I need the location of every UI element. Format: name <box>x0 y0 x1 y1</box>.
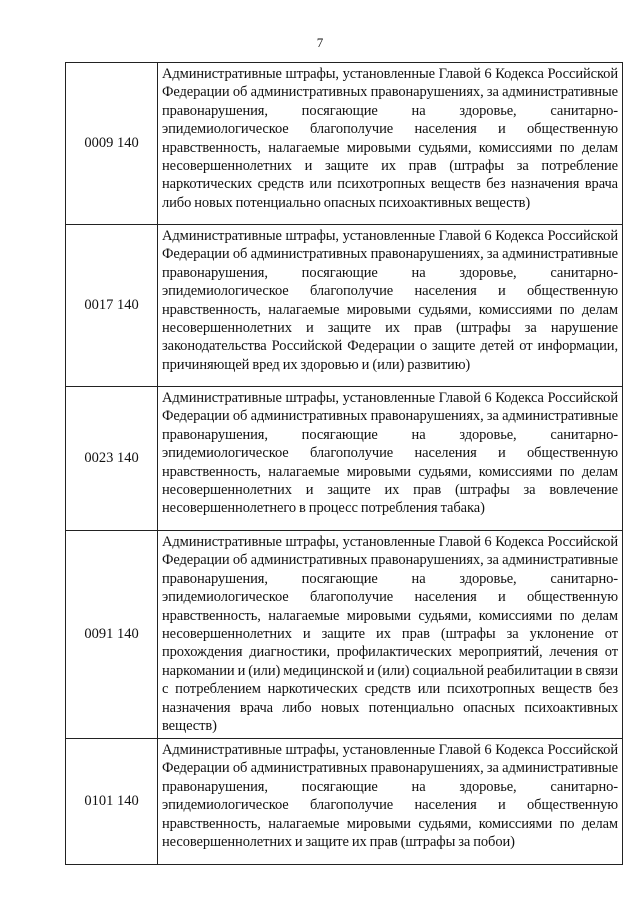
table-row <box>66 739 623 865</box>
table-row <box>66 387 623 531</box>
table-row <box>66 225 623 387</box>
description-cell: Административные штрафы, установленные Главой 6 Кодекса Российской Федерации об административных правонарушениях, за административные правонарушения, посягающие на здоровье, санитарно-эпидемиологическое благополучие населения и общественную нравственность, налагаемые мировыми судьями, комиссиями по делам несовершеннолетних и защите их прав (штрафы за вовлечение несовершеннолетнего в процесс потребления табака) <box>158 387 623 531</box>
code-cell: 0101 140 <box>66 739 158 865</box>
code-cell: 0017 140 <box>66 225 158 387</box>
description-cell: Административные штрафы, установленные Главой 6 Кодекса Российской Федерации об административных правонарушениях, за административные правонарушения, посягающие на здоровье, санитарно-эпидемиологическое благополучие населения и общественную нравственность, налагаемые мировыми судьями, комиссиями по делам несовершеннолетних и защите их прав (штрафы за потребление наркотических средств или психотропных веществ без назначения врача либо новых потенциально опасных психоактивных веществ) <box>158 63 623 225</box>
description-cell: Административные штрафы, установленные Главой 6 Кодекса Российской Федерации об административных правонарушениях, за административные правонарушения, посягающие на здоровье, санитарно-эпидемиологическое благополучие населения и общественную нравственность, налагаемые мировыми судьями, комиссиями по делам несовершеннолетних и защите их прав (штрафы за уклонение от прохождения диагностики, профилактических мероприятий, лечения от наркомании и (или) медицинской и (или) социальной реабилитации в связи с потреблением наркотических средств или психотропных веществ без назначения врача либо новых потенциально опасных психоактивных веществ) <box>158 531 623 739</box>
code-cell: 0023 140 <box>66 387 158 531</box>
code-cell: 0091 140 <box>66 531 158 739</box>
table-row <box>66 531 623 739</box>
code-cell: 0009 140 <box>66 63 158 225</box>
page-number: 7 <box>316 35 324 50</box>
description-cell: Административные штрафы, установленные Главой 6 Кодекса Российской Федерации об административных правонарушениях, за административные правонарушения, посягающие на здоровье, санитарно-эпидемиологическое благополучие населения и общественную нравственность, налагаемые мировыми судьями, комиссиями по делам несовершеннолетних и защите их прав (штрафы за побои) <box>158 739 623 865</box>
description-cell: Административные штрафы, установленные Главой 6 Кодекса Российской Федерации об административных правонарушениях, за административные правонарушения, посягающие на здоровье, санитарно-эпидемиологическое благополучие населения и общественную нравственность, налагаемые мировыми судьями, комиссиями по делам несовершеннолетних и защите их прав (штрафы за нарушение законодательства Российской Федерации о защите детей от информации, причиняющей вред их здоровью и (или) развитию) <box>158 225 623 387</box>
table-row <box>66 63 623 225</box>
fine-codes-table <box>65 62 623 865</box>
